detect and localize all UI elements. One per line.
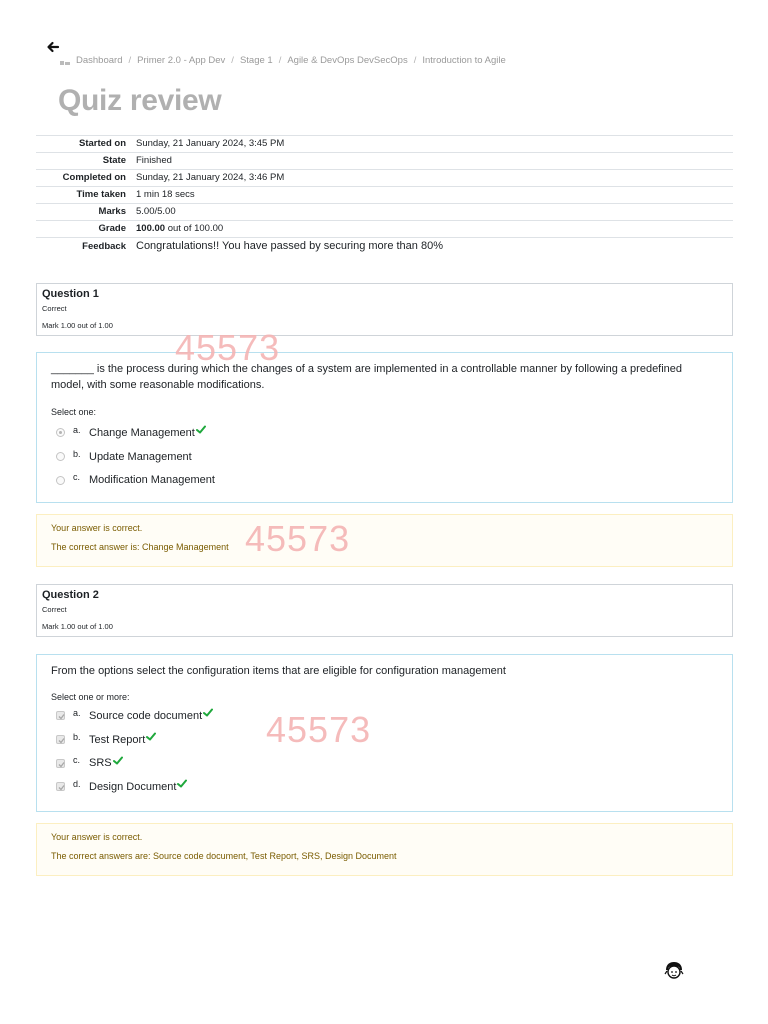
checkbox-checked[interactable] xyxy=(56,711,65,720)
breadcrumb xyxy=(60,55,506,66)
option-letter: b. xyxy=(73,448,81,459)
answer-option-d[interactable] xyxy=(51,775,718,799)
option-letter: a. xyxy=(73,707,81,718)
question-text: _______ is the process during which the changes of a system are implemented in a controllable manner by following a predefined model, with some reasonable modifications. xyxy=(51,363,683,391)
answer-option-a[interactable] xyxy=(51,421,718,445)
radio-button-checked[interactable] xyxy=(56,428,65,437)
summary-value: 5.00/5.00 xyxy=(136,206,176,217)
question-grade: Mark 1.00 out of 1.00 xyxy=(42,622,113,631)
grade-score: 100.00 xyxy=(136,223,166,234)
grade-suffix: out of 100.00 xyxy=(165,223,224,234)
answer-option-a[interactable] xyxy=(51,704,718,728)
option-letter: c. xyxy=(73,755,81,766)
assistant-avatar-icon[interactable] xyxy=(663,961,685,979)
radio-button[interactable] xyxy=(56,476,65,485)
option-label: Source code document xyxy=(89,709,203,722)
correct-check-icon xyxy=(196,425,206,434)
summary-value: Finished xyxy=(136,155,172,166)
question-1-info xyxy=(36,283,733,336)
option-label: Modification Management xyxy=(89,474,215,487)
question-grade: Mark 1.00 out of 1.00 xyxy=(42,321,113,330)
answer-option-b[interactable] xyxy=(51,728,718,752)
back-arrow-icon[interactable] xyxy=(46,40,60,54)
option-label: SRS xyxy=(89,757,112,770)
summary-value xyxy=(132,221,733,238)
answer-option-c[interactable] xyxy=(51,468,718,492)
watermark: 45573 xyxy=(245,518,351,559)
radio-button[interactable] xyxy=(56,452,65,461)
question-state: Correct xyxy=(42,304,67,313)
question-text: From the options select the configuration items that are eligible for configuration management xyxy=(51,665,506,677)
correct-check-icon xyxy=(113,756,123,765)
summary-label: State xyxy=(102,155,126,166)
option-label: Design Document xyxy=(89,780,177,793)
summary-row-state xyxy=(36,153,733,170)
summary-value: Sunday, 21 January 2024, 3:46 PM xyxy=(136,172,285,183)
watermark: 45573 xyxy=(175,327,281,368)
breadcrumb-course[interactable]: Primer 2.0 - App Dev xyxy=(137,55,226,66)
correct-check-icon xyxy=(203,708,213,717)
question-2-feedback xyxy=(36,823,733,876)
summary-value: Congratulations!! You have passed by securing more than 80% xyxy=(136,240,443,252)
checkbox-checked[interactable] xyxy=(56,759,65,768)
breadcrumb-separator: / xyxy=(413,55,417,66)
option-letter: d. xyxy=(73,778,81,789)
option-label: Change Management xyxy=(89,426,195,439)
summary-label: Feedback xyxy=(82,241,126,252)
checkbox-checked[interactable] xyxy=(56,735,65,744)
question-title: Question 1 xyxy=(42,288,99,300)
option-label: Test Report xyxy=(89,733,146,746)
option-letter: a. xyxy=(73,424,81,435)
summary-row-feedback xyxy=(36,238,733,256)
feedback-result: Your answer is correct. xyxy=(51,523,143,533)
question-2-info xyxy=(36,584,733,637)
summary-label: Time taken xyxy=(76,189,126,200)
question-1-feedback xyxy=(36,514,733,567)
quiz-summary-table xyxy=(36,135,733,255)
feedback-correct-answer: The correct answers are: Source code document, Test Report, SRS, Design Document xyxy=(51,851,397,861)
summary-value: Sunday, 21 January 2024, 3:45 PM xyxy=(136,138,285,149)
correct-check-icon xyxy=(146,732,156,741)
breadcrumb-activity[interactable]: Introduction to Agile xyxy=(422,55,506,66)
page-title: Quiz review xyxy=(58,84,222,117)
home-icon[interactable] xyxy=(60,60,70,66)
breadcrumb-separator: / xyxy=(231,55,234,66)
summary-row-completed xyxy=(36,170,733,187)
breadcrumb-separator: / xyxy=(278,55,282,66)
watermark: 45573 xyxy=(266,709,372,750)
summary-label: Started on xyxy=(79,138,126,149)
answer-prompt: Select one: xyxy=(51,407,97,417)
answer-list xyxy=(51,704,718,799)
summary-label: Grade xyxy=(98,223,126,234)
breadcrumb-section[interactable]: Agile & DevOps DevSecOps xyxy=(287,55,408,66)
summary-row-grade xyxy=(36,221,733,238)
option-letter: b. xyxy=(73,731,81,742)
summary-label: Marks xyxy=(98,206,126,217)
correct-check-icon xyxy=(177,779,187,788)
checkbox-checked[interactable] xyxy=(56,782,65,791)
breadcrumb-dashboard[interactable]: Dashboard xyxy=(76,55,123,66)
answer-prompt: Select one or more: xyxy=(51,692,130,702)
question-title: Question 2 xyxy=(42,589,99,601)
summary-row-marks xyxy=(36,204,733,221)
summary-value: 1 min 18 secs xyxy=(136,189,195,200)
option-label: Update Management xyxy=(89,450,192,463)
feedback-result: Your answer is correct. xyxy=(51,832,143,842)
question-1-formulation xyxy=(36,352,733,503)
summary-row-started xyxy=(36,136,733,153)
summary-label: Completed on xyxy=(62,172,126,183)
question-state: Correct xyxy=(42,605,67,614)
option-letter: c. xyxy=(73,472,81,483)
summary-row-time xyxy=(36,187,733,204)
breadcrumb-stage[interactable]: Stage 1 xyxy=(239,55,273,66)
breadcrumb-separator: / xyxy=(128,55,132,66)
answer-list xyxy=(51,421,718,492)
feedback-correct-answer: The correct answer is: Change Management xyxy=(51,542,229,552)
answer-option-b[interactable] xyxy=(51,445,718,469)
question-2-formulation xyxy=(36,654,733,812)
answer-option-c[interactable] xyxy=(51,751,718,775)
